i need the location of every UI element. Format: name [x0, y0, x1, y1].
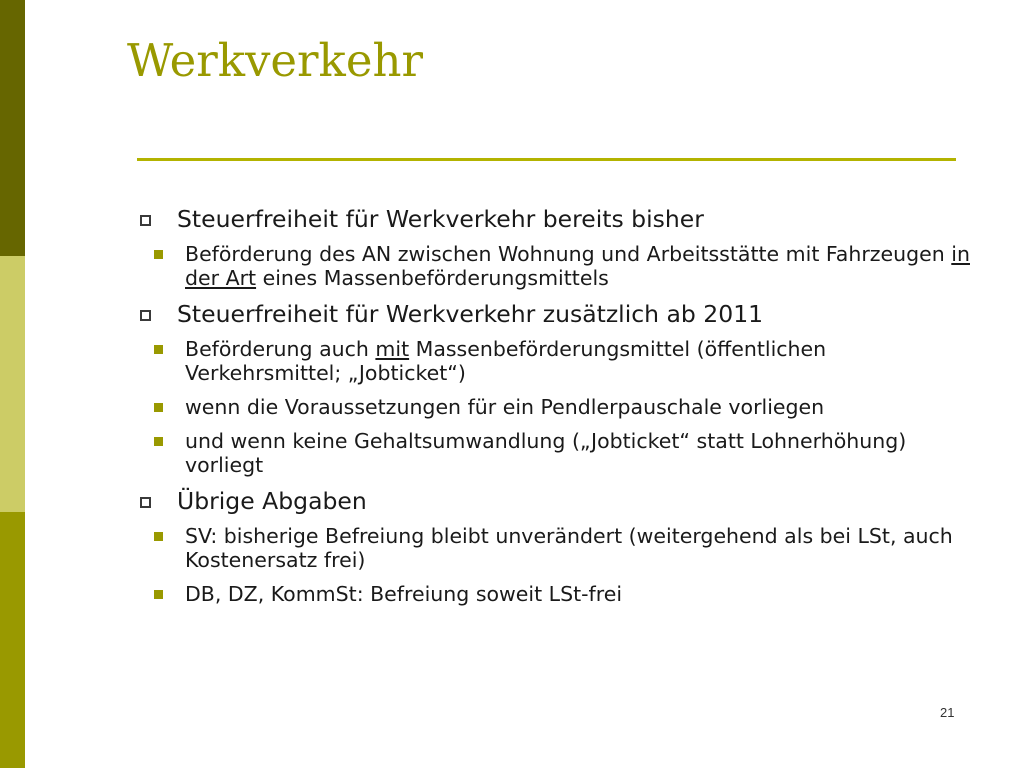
- sub-bullet-text: [185, 582, 622, 606]
- sub-bullet-item: [140, 524, 980, 572]
- text-segment: Beförderung des AN zwischen Wohnung und Arbeitsstätte mit Fahrzeugen: [185, 242, 952, 266]
- sub-bullet-item: [140, 395, 980, 419]
- sub-bullet-text: [185, 429, 906, 477]
- sidebar-stripe-dark: [0, 0, 25, 256]
- sub-bullet-list: [140, 337, 980, 477]
- hollow-square-bullet-icon: [140, 215, 151, 226]
- bullet-text: Steuerfreiheit für Werkverkehr bereits bisher: [177, 205, 704, 233]
- text-segment: Beförderung auch: [185, 337, 376, 361]
- slide-title: Werkverkehr: [127, 34, 423, 87]
- sub-bullet-item: [140, 242, 980, 290]
- text-segment: wenn die Voraussetzungen für ein Pendlerpauschale vorliegen: [185, 395, 825, 419]
- text-segment: eines Massenbeförderungsmittels: [256, 266, 609, 290]
- sub-bullet-text: [185, 242, 970, 290]
- bullet-item: [140, 487, 980, 515]
- bullet-list: [140, 205, 980, 616]
- filled-square-bullet-icon: [154, 532, 163, 541]
- sub-bullet-item: [140, 429, 980, 477]
- sidebar-stripe-light: [0, 256, 25, 512]
- bullet-item: [140, 300, 980, 328]
- hollow-square-bullet-icon: [140, 310, 151, 321]
- sidebar-stripe-olive: [0, 512, 25, 768]
- sub-bullet-text: [185, 395, 824, 419]
- bullet-item: [140, 205, 980, 233]
- underlined-text: in der Art: [185, 242, 970, 290]
- sub-bullet-text: [185, 337, 826, 385]
- sub-bullet-item: [140, 582, 980, 606]
- text-segment: und wenn keine Gehaltsumwandlung („Jobticket“ statt Lohnerhöhung) vorliegt: [185, 429, 907, 477]
- hollow-square-bullet-icon: [140, 497, 151, 508]
- sub-bullet-item: [140, 337, 980, 385]
- filled-square-bullet-icon: [154, 437, 163, 446]
- bullet-text: Steuerfreiheit für Werkverkehr zusätzlich ab 2011: [177, 300, 764, 328]
- sub-bullet-list: [140, 524, 980, 606]
- page-number: 21: [940, 705, 955, 720]
- filled-square-bullet-icon: [154, 590, 163, 599]
- filled-square-bullet-icon: [154, 345, 163, 354]
- title-divider: [137, 158, 956, 161]
- filled-square-bullet-icon: [154, 250, 163, 259]
- text-segment: Massenbeförderungsmittel (öffentlichen Verkehrsmittel; „Jobticket“): [185, 337, 827, 385]
- bullet-text: Übrige Abgaben: [177, 487, 367, 515]
- text-segment: SV: bisherige Befreiung bleibt unverändert (weitergehend als bei LSt, auch Kostenersatz frei): [185, 524, 953, 572]
- sub-bullet-text: [185, 524, 953, 572]
- text-segment: DB, DZ, KommSt: Befreiung soweit LSt-frei: [185, 582, 623, 606]
- underlined-text: mit: [375, 337, 410, 361]
- filled-square-bullet-icon: [154, 403, 163, 412]
- sub-bullet-list: [140, 242, 980, 290]
